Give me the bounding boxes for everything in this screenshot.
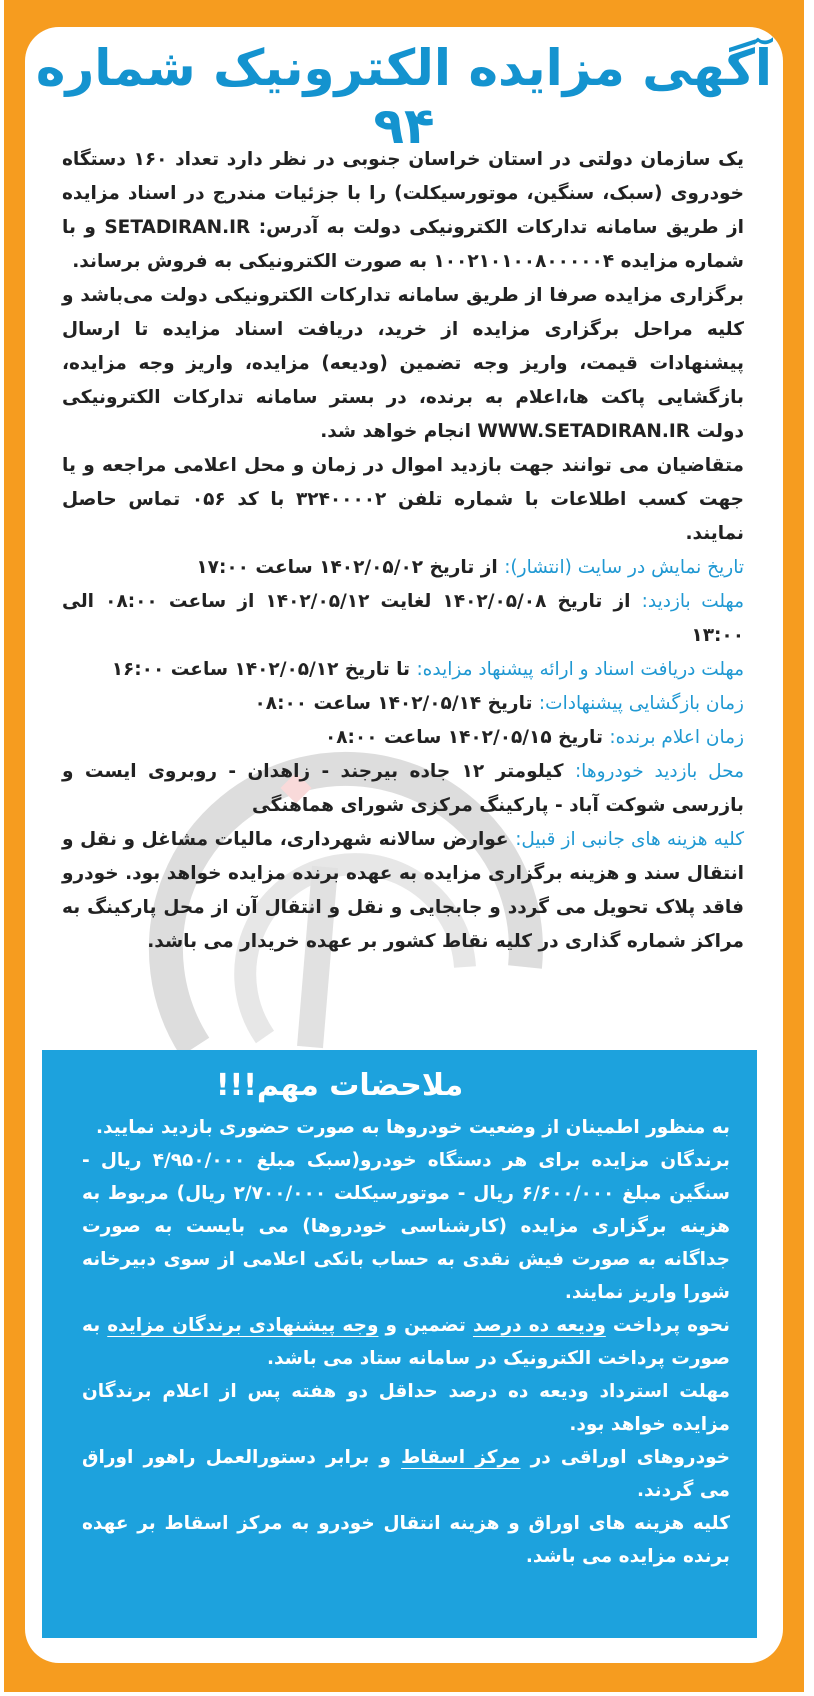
- schedule-winner: [62, 721, 744, 755]
- notes-title: ملاحضات مهم!!!: [215, 1068, 464, 1103]
- ad-card: [25, 27, 783, 1663]
- note-text: و برابر دستورالعمل راهور اوراق می گردند.: [82, 1447, 730, 1501]
- note-item: [82, 1309, 730, 1375]
- note-text: خودروهای اوراقی در: [520, 1447, 731, 1468]
- schedule-opening: [62, 687, 744, 721]
- announcement-body: [62, 143, 744, 959]
- intro-paragraph: یک سازمان دولتی در استان خراسان جنوبی در نظر دارد تعداد ۱۶۰ دستگاه خودروی (سبک، سنگین، موتورسیکلت) را با جزئیات مندرج در اسناد مزایده از طریق سامانه تدارکات الکترونیکی دولت به آدرس: SETADIRAN.IR و با شماره مزایده ۱۰۰۲۱۰۱۰۰۸۰۰۰۰۰۴ به صورت الکترونیکی به فروش برساند.: [62, 149, 744, 272]
- schedule-label: زمان اعلام برنده:: [609, 727, 744, 748]
- schedule-label: تاریخ نمایش در سایت (انتشار):: [504, 557, 744, 578]
- page-title: آگهی مزایده الکترونیک شماره ۹۴: [35, 39, 773, 155]
- important-notes-box: [42, 1050, 757, 1638]
- note-item: [82, 1441, 730, 1507]
- schedule-label: مهلت دریافت اسناد و ارائه پیشنهاد مزایده:: [416, 659, 744, 680]
- schedule-value: تاریخ ۱۴۰۲/۰۵/۱۴ ساعت ۰۸:۰۰: [254, 693, 539, 714]
- schedule-location: [62, 755, 744, 823]
- schedule-visit: [62, 585, 744, 653]
- schedule-value: عوارض سالانه شهرداری، مالیات مشاغل و نقل و انتقال سند و هزینه برگزاری مزایده به عهده برنده مزایده خواهد بود. خودرو فاقد پلاک تحویل می گردد و جابجایی و نقل و انتقال آن از محل پارکینگ به مراکز شماره گذاری در کلیه نقاط کشور بر عهده خریدار می باشد.: [62, 829, 744, 952]
- note-underlined: ودیعه ده درصد: [472, 1315, 606, 1336]
- schedule-label: مهلت بازدید:: [641, 591, 744, 612]
- intro-paragraph: برگزاری مزایده صرفا از طریق سامانه تدارکات الکترونیکی دولت می‌باشد و کلیه مراحل برگزاری مزایده از خرید، دریافت اسناد مزایده تا ارسال پیشنهادات قیمت، واریز وجه تضمین (ودیعه) مزایده، واریز وجه مزایده، بازگشایی پاکت ها،اعلام به برنده، در بستر سامانه تدارکات الکترونیکی دولت WWW.SETADIRAN.IR انجام خواهد شد.: [62, 285, 744, 442]
- intro-paragraph: متقاضیان می توانند جهت بازدید اموال در زمان و محل اعلامی مراجعه و یا جهت کسب اطلاعات با شماره تلفن ۳۲۴۰۰۰۰۲ با کد ۰۵۶ تماس حاصل نمایند.: [62, 455, 744, 544]
- schedule-value: کیلومتر ۱۲ جاده بیرجند - زاهدان - روبروی ایست و بازرسی شوکت آباد - پارکینگ مرکزی شورای هماهنگی: [62, 761, 744, 816]
- schedule-value: از تاریخ ۱۴۰۲/۰۵/۰۲ ساعت ۱۷:۰۰: [196, 557, 505, 578]
- note-item: مهلت استرداد ودیعه ده درصد حداقل دو هفته پس از اعلام برندگان مزایده خواهد بود.: [82, 1381, 730, 1435]
- note-text: نحوه پرداخت: [605, 1315, 730, 1336]
- schedule-costs: [62, 823, 744, 959]
- schedule-publish: [62, 551, 744, 585]
- schedule-label: محل بازدید خودروها:: [574, 761, 745, 782]
- schedule-value: از تاریخ ۱۴۰۲/۰۵/۰۸ لغایت ۱۴۰۲/۰۵/۱۲ از ساعت ۰۸:۰۰ الی ۱۳:۰۰: [62, 591, 744, 646]
- schedule-label: کلیه هزینه های جانبی از قبیل:: [515, 829, 744, 850]
- note-underlined: مرکز اسقاط: [401, 1447, 521, 1468]
- note-text: به صورت پرداخت الکترونیک در سامانه ستاد می باشد.: [82, 1315, 730, 1369]
- schedule-value: تا تاریخ ۱۴۰۲/۰۵/۱۲ ساعت ۱۶:۰۰: [111, 659, 417, 680]
- note-text: تضمین و: [378, 1315, 473, 1336]
- schedule-documents: [62, 653, 744, 687]
- note-item: برندگان مزایده برای هر دستگاه خودرو(سبک مبلغ ۴/۹۵۰/۰۰۰ ریال - سنگین مبلغ ۶/۶۰۰/۰۰۰ ریال - موتورسیکلت ۲/۷۰۰/۰۰۰ ریال) مربوط به هزینه برگزاری مزایده (کارشناسی خودروها) می بایست به صورت جداگانه به صورت فیش نقدی به حساب بانکی اعلامی از سوی دبیرخانه شورا واریز نمایند.: [82, 1150, 730, 1303]
- schedule-label: زمان بازگشایی پیشنهادات:: [538, 693, 744, 714]
- note-item: به منظور اطمینان از وضعیت خودروها به صورت حضوری بازدید نمایید.: [96, 1117, 730, 1138]
- note-item: کلیه هزینه های اوراق و هزینه انتقال خودرو به مرکز اسقاط بر عهده برنده مزایده می باشد.: [82, 1513, 730, 1567]
- note-underlined: وجه پیشنهادی برندگان مزایده: [107, 1315, 379, 1336]
- schedule-value: تاریخ ۱۴۰۲/۰۵/۱۵ ساعت ۰۸:۰۰: [324, 727, 610, 748]
